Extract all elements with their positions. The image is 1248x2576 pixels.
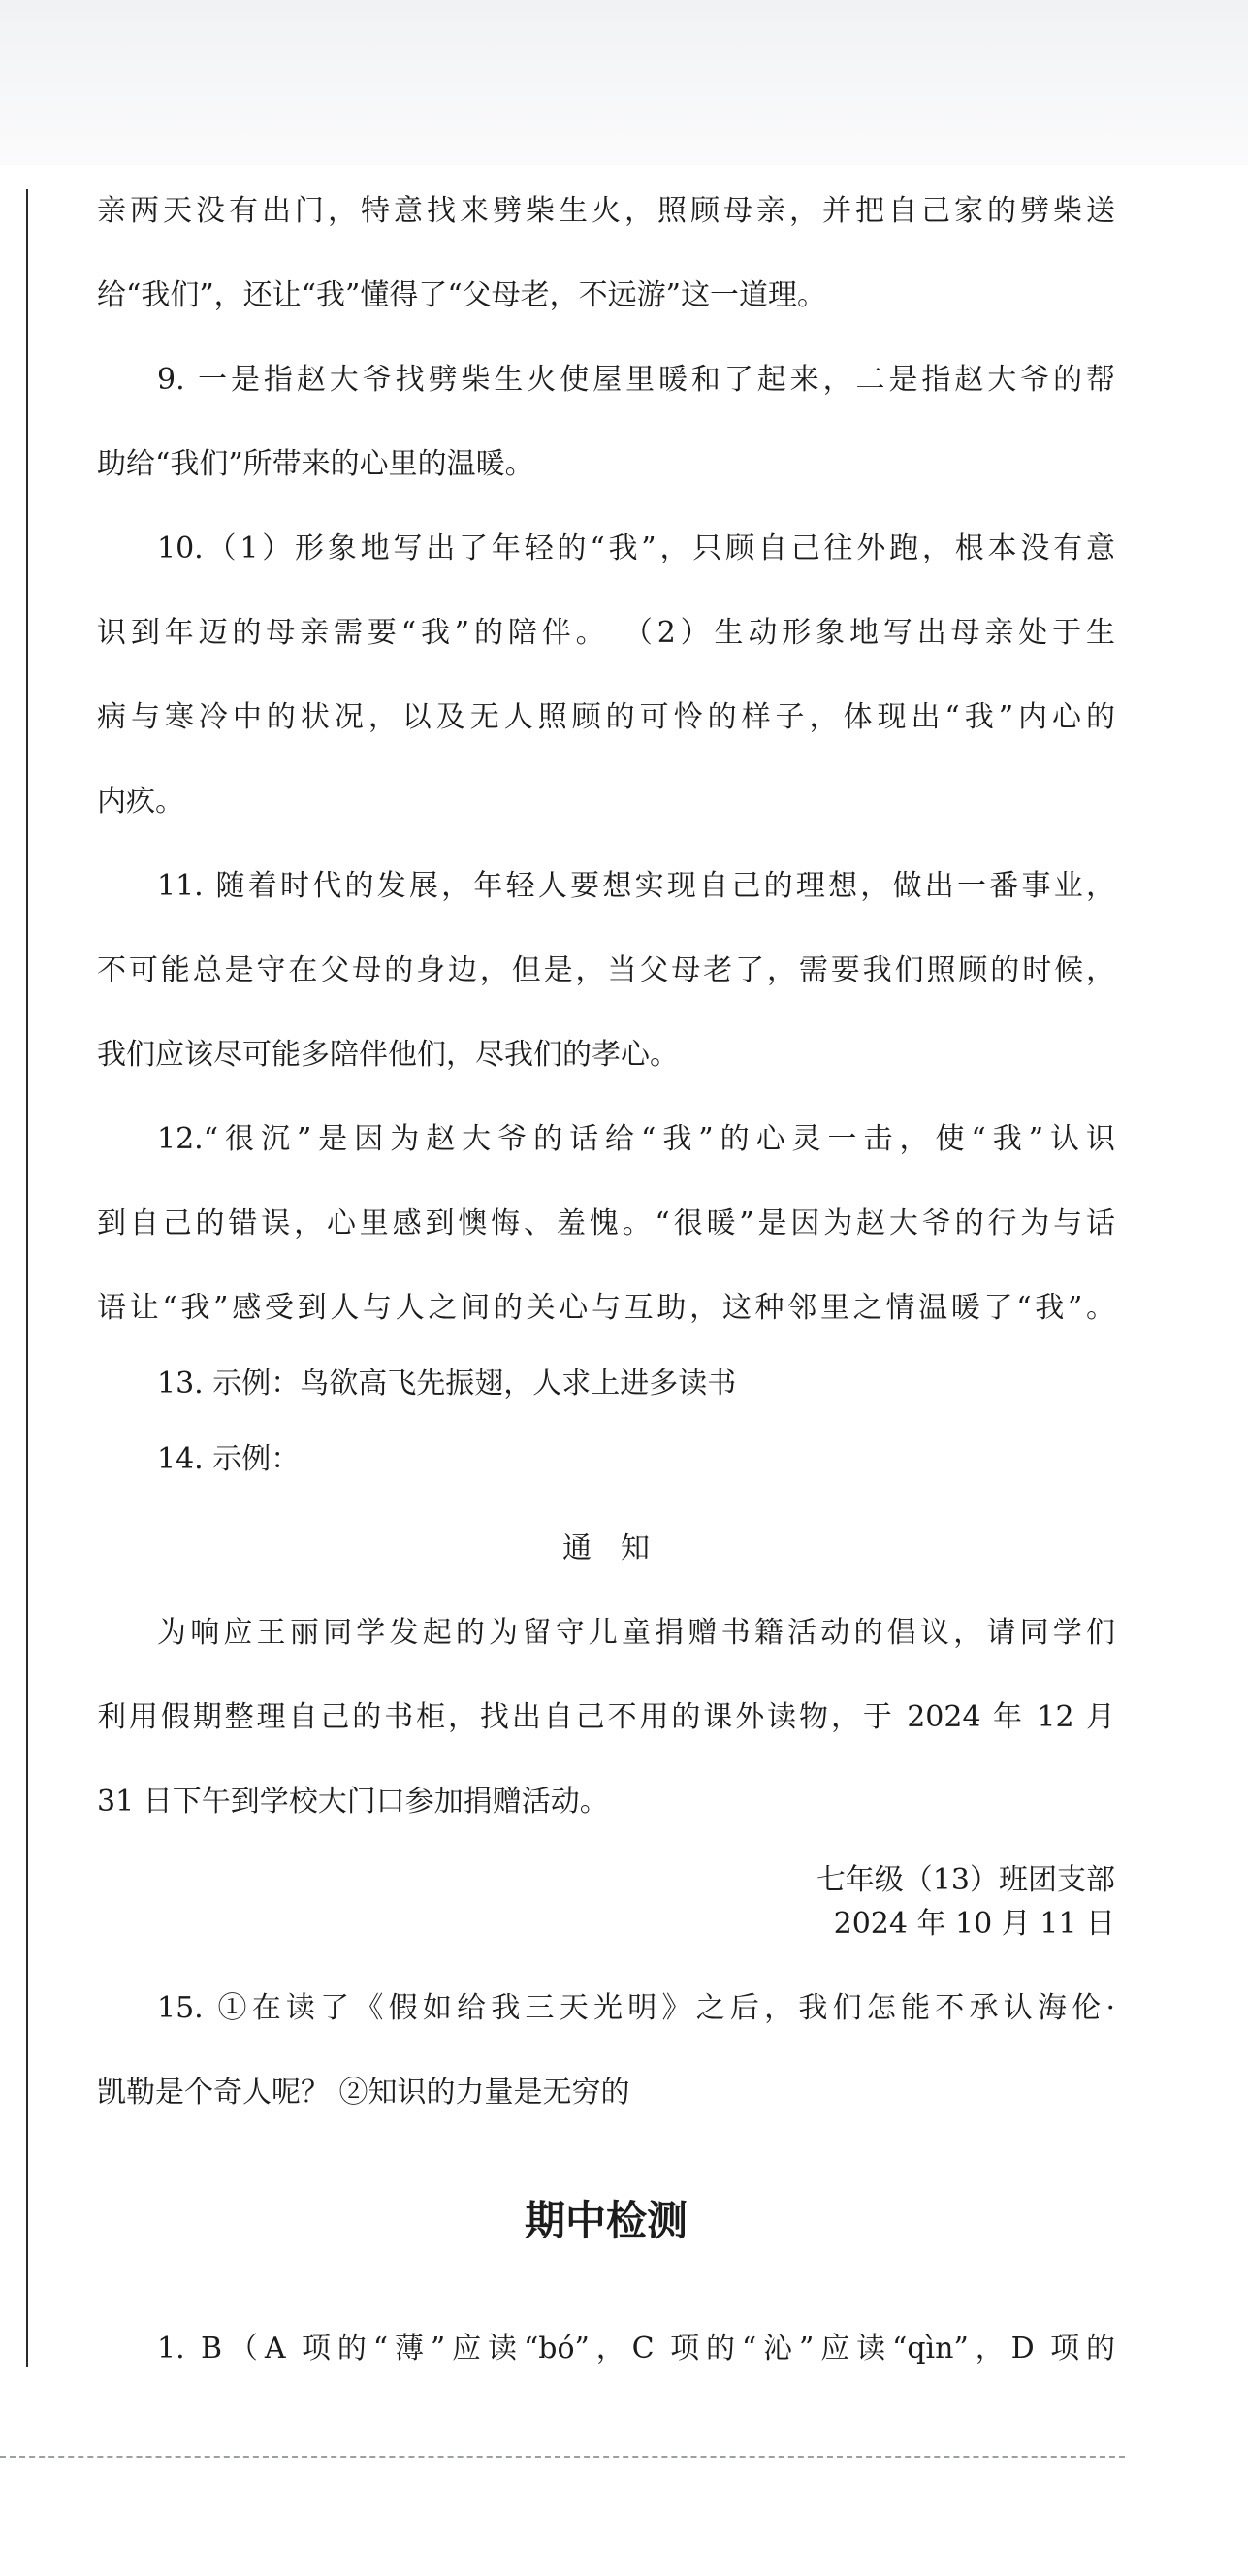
answer-12-line-3: 语让“我”感受到人与人之间的关心与互助，这种邻里之情温暖了“我”。 — [97, 1291, 1115, 1325]
answer-15-line-2: 凯勒是个奇人呢？ ②知识的力量是无穷的 — [97, 2076, 630, 2109]
answer-8-line-2: 给“我们”，还让“我”懂得了“父母老，不远游”这一道理。 — [97, 278, 827, 312]
answer-13: 13. 示例：鸟欲高飞先振翅，人求上进多读书 — [157, 1367, 737, 1401]
page-bottom-dashed-rule — [0, 2456, 1125, 2458]
page-top-shading — [0, 0, 1248, 165]
answer-11-line-2: 不可能总是守在父母的身边，但是，当父母老了，需要我们照顾的时候， — [97, 953, 1115, 987]
binding-margin-line — [26, 189, 28, 2367]
notice-signature: 七年级（13）班团支部 — [816, 1863, 1115, 1897]
answer-9-line-2: 助给“我们”所带来的心里的温暖。 — [97, 447, 534, 481]
answer-10-line-1: 10.（1）形象地写出了年轻的“我”，只顾自己往外跑，根本没有意 — [157, 531, 1115, 565]
answer-10-line-2: 识到年迈的母亲需要“我”的陪伴。 （2）生动形象地写出母亲处于生 — [97, 616, 1115, 650]
midterm-question-1: 1. B（A 项的“薄”应读“bó”，C 项的“沁”应读“qìn”，D 项的 — [157, 2332, 1115, 2366]
answer-12-line-1: 12.“很沉”是因为赵大爷的话给“我”的心灵一击，使“我”认识 — [157, 1122, 1115, 1156]
answer-12-line-2: 到自己的错误，心里感到懊悔、羞愧。“很暖”是因为赵大爷的行为与话 — [97, 1207, 1115, 1240]
notice-date: 2024 年 10 月 11 日 — [833, 1907, 1115, 1941]
answer-14: 14. 示例： — [157, 1442, 301, 1476]
answer-8-line-1: 亲两天没有出门，特意找来劈柴生火，照顾母亲，并把自己家的劈柴送 — [97, 194, 1115, 228]
answer-10-line-3: 病与寒冷中的状况，以及无人照顾的可怜的样子，体现出“我”内心的 — [97, 700, 1115, 734]
notice-title: 通 知 — [562, 1531, 650, 1565]
answer-9-line-1: 9. 一是指赵大爷找劈柴生火使屋里暖和了起来，二是指赵大爷的帮 — [157, 363, 1115, 397]
answer-11-line-1: 11. 随着时代的发展，年轻人要想实现自己的理想，做出一番事业， — [157, 869, 1115, 903]
answer-10-line-4: 内疚。 — [97, 785, 184, 819]
notice-body-line-2: 利用假期整理自己的书柜，找出自己不用的课外读物，于 2024 年 12 月 — [97, 1700, 1115, 1734]
answer-15-line-1: 15. ①在读了《假如给我三天光明》之后，我们怎能不承认海伦· — [157, 1991, 1115, 2025]
answer-11-line-3: 我们应该尽可能多陪伴他们，尽我们的孝心。 — [97, 1038, 679, 1072]
section-heading-midterm: 期中检测 — [524, 2197, 688, 2244]
notice-body-line-3: 31 日下午到学校大门口参加捐赠活动。 — [97, 1785, 609, 1819]
notice-body-line-1: 为响应王丽同学发起的为留守儿童捐赠书籍活动的倡议，请同学们 — [157, 1616, 1115, 1650]
